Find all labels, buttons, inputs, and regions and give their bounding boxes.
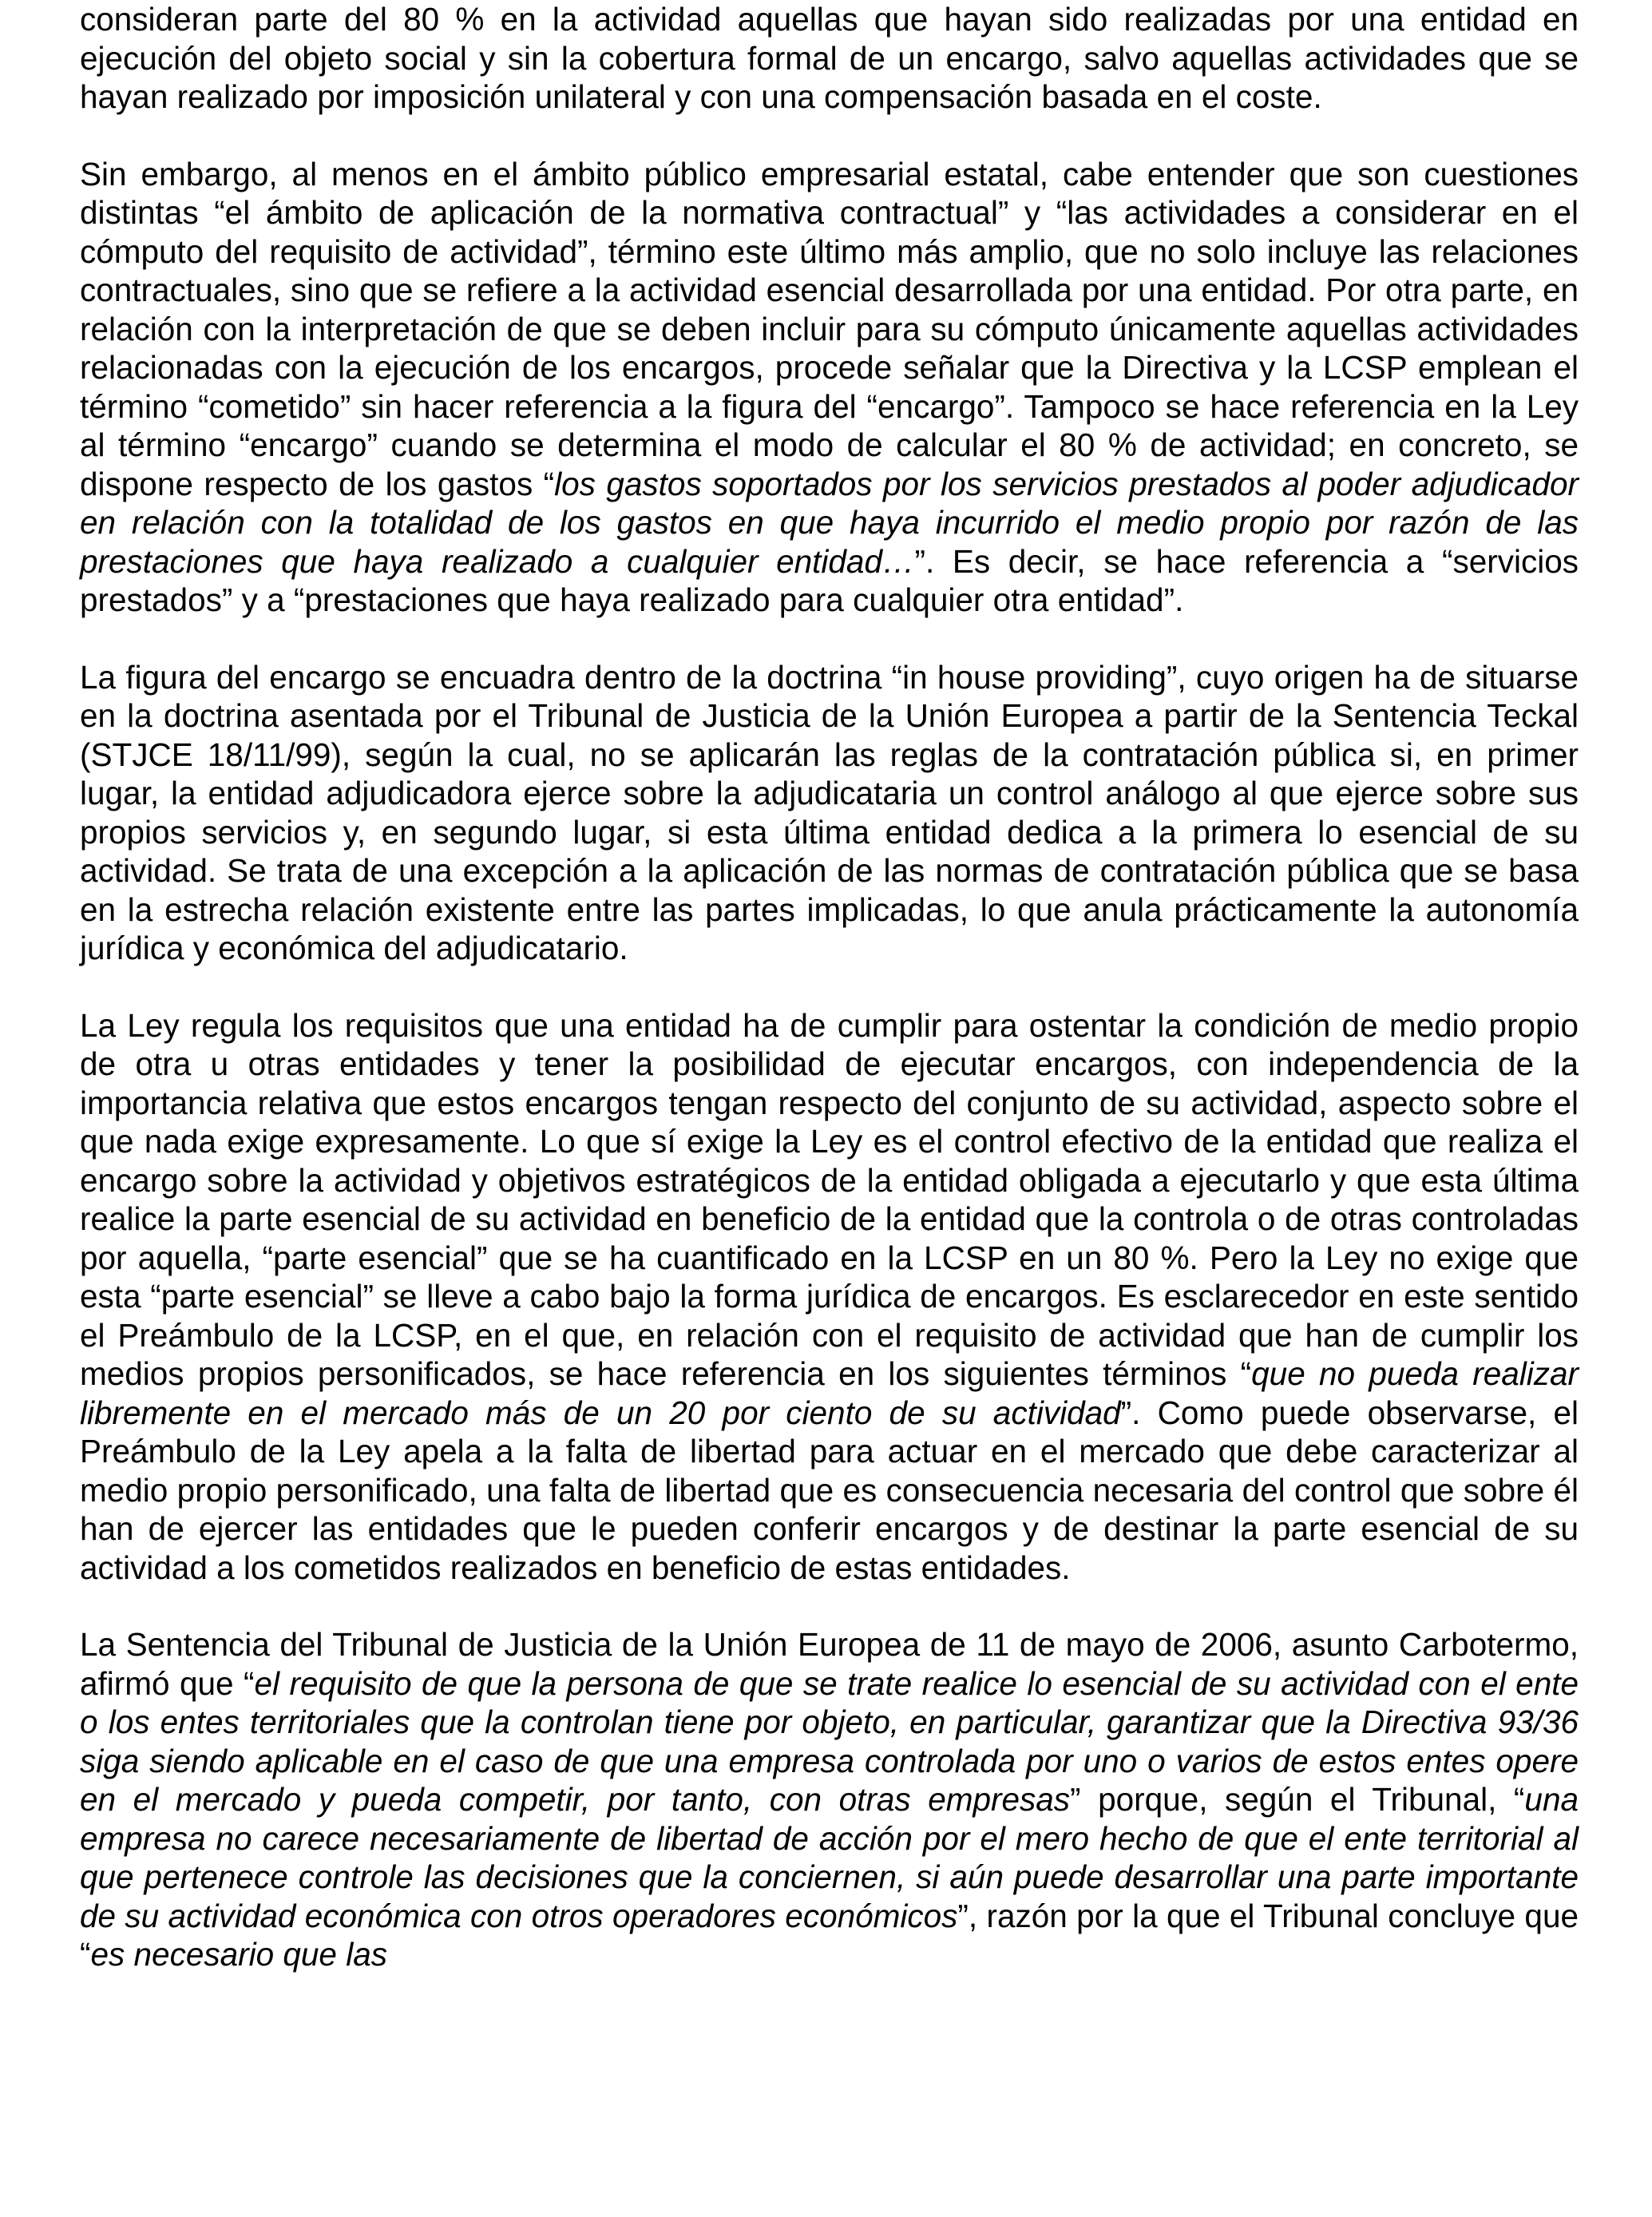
paragraph-in-house-providing [80,658,1579,968]
quoted-italic-text: los gastos soportados por los servicios prestados al poder adjudicador en relación con la totalidad de los gastos en que haya incurrido el medio propio por razón de las prestaciones que haya realizado a cualquier entidad… [80,465,1579,580]
quoted-italic-text: una empresa no carece necesariamente de libertad de acción por el mero hecho de que el ente territorial al que pertenece controle las decisiones que la conciernen, si aún puede desarrollar una parte importante de su actividad económica con otros operadores económicos [80,1781,1579,1934]
paragraph-sentencia-carbotermo [80,1625,1579,1974]
paragraph-text: ”. Como puede observarse, el Preámbulo de la Ley apela a la falta de libertad para actuar en el mercado que debe caracterizar al medio propio personificado, una falta de libertad que es consecuencia necesaria del control que sobre él han de ejercer las entidades que le pueden conferir encargos y de destinar la parte esencial de su actividad a los cometidos realizados en beneficio de estas entidades. [80,1394,1579,1586]
paragraph-text: ” porque, según el Tribunal, “ [1070,1781,1525,1818]
paragraph-continuation [80,0,1579,117]
quoted-italic-text: el requisito de que la persona de que se trate realice lo esencial de su actividad con el ente o los entes territoriales que la controlan tiene por objeto, en particular, garantizar que la Directiva 93/36 siga siendo aplicable en el caso de que una empresa controlada por uno o varios de estos entes opere en el mercado y pueda competir, por tanto, con otras empresas [80,1664,1579,1818]
paragraph-requisitos-medio-propio [80,1006,1579,1588]
paragraph-text: La Ley regula los requisitos que una entidad ha de cumplir para ostentar la condición de medio propio de otra u otras entidades y tener la posibilidad de ejecutar encargos, con independencia de la importancia relativa que estos encargos tengan respecto del conjunto de su actividad, aspecto sobre el que nada exige expresamente. Lo que sí exige la Ley es el control efectivo de la entidad que realiza el encargo sobre la actividad y objetivos estratégicos de la entidad obligada a ejecutarlo y que esta última realice la parte esencial de su actividad en beneficio de la entidad que la controla o de otras controladas por aquella, “parte esencial” que se ha cuantificado en la LCSP en un 80 %. Pero la Ley no exige que esta “parte esencial” se lleve a cabo bajo la forma jurídica de encargos. Es esclarecedor en este sentido el Preámbulo de la LCSP, en el que, en relación con el requisito de actividad que han de cumplir los medios propios personificados, se hace referencia en los siguientes términos “ [80,1006,1579,1392]
paragraph-ambito-publico [80,155,1579,620]
quoted-italic-text: que no pueda realizar libremente en el mercado más de un 20 por ciento de su actividad [80,1355,1579,1431]
document-page [80,0,1579,1974]
paragraph-text: ”. Es decir, se hace referencia a “servicios prestados” y a “prestaciones que haya realizado para cualquier otra entidad”. [80,542,1579,618]
paragraph-text: ”, razón por la que el Tribunal concluye que “ [80,1897,1579,1973]
quoted-italic-text: es necesario que las [90,1936,387,1973]
paragraph-text: La Sentencia del Tribunal de Justicia de la Unión Europea de 11 de mayo de 2006, asunto Carbotermo, afirmó que “ [80,1626,1579,1702]
paragraph-text: consideran parte del 80 % en la actividad aquellas que hayan sido realizadas por una entidad en ejecución del objeto social y sin la cobertura formal de un encargo, salvo aquellas actividades que se hayan realizado por imposición unilateral y con una compensación basada en el coste. [80,1,1579,115]
paragraph-text: Sin embargo, al menos en el ámbito público empresarial estatal, cabe entender que son cuestiones distintas “el ámbito de aplicación de la normativa contractual” y “las actividades a considerar en el cómputo del requisito de actividad”, término este último más amplio, que no solo incluye las relaciones contractuales, sino que se refiere a la actividad esencial desarrollada por una entidad. Por otra parte, en relación con la interpretación de que se deben incluir para su cómputo únicamente aquellas actividades relacionadas con la ejecución de los encargos, procede señalar que la Directiva y la LCSP emplean el término “cometido” sin hacer referencia a la figura del “encargo”. Tampoco se hace referencia en la Ley al término “encargo” cuando se determina el modo de calcular el 80 % de actividad; en concreto, se dispone respecto de los gastos “ [80,155,1579,502]
paragraph-text: La figura del encargo se encuadra dentro de la doctrina “in house providing”, cuyo origen ha de situarse en la doctrina asentada por el Tribunal de Justicia de la Unión Europea a partir de la Sentencia Teckal (STJCE 18/11/99), según la cual, no se aplicarán las reglas de la contratación pública si, en primer lugar, la entidad adjudicadora ejerce sobre la adjudicataria un control análogo al que ejerce sobre sus propios servicios y, en segundo lugar, si esta última entidad dedica a la primera lo esencial de su actividad. Se trata de una excepción a la aplicación de las normas de contratación pública que se basa en la estrecha relación existente entre las partes implicadas, lo que anula prácticamente la autonomía jurídica y económica del adjudicatario. [80,658,1579,966]
